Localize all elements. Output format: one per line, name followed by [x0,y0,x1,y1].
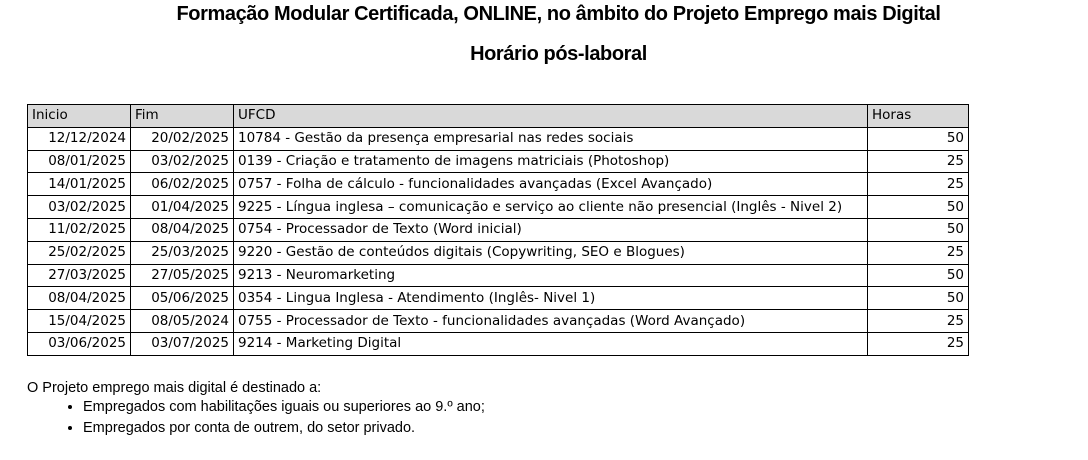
cell-inicio: 25/02/2025 [28,241,131,264]
cell-inicio: 14/01/2025 [28,173,131,196]
cell-horas: 25 [868,241,969,264]
cell-horas: 50 [868,264,969,287]
table-row [28,150,969,173]
cell-fim: 27/05/2025 [131,264,234,287]
cell-fim: 03/02/2025 [131,150,234,173]
cell-horas: 25 [868,150,969,173]
table-row [28,196,969,219]
cell-inicio: 27/03/2025 [28,264,131,287]
table-row [28,287,969,310]
eligibility-info [27,380,485,440]
table-row [28,332,969,355]
cell-horas: 25 [868,332,969,355]
table-row [28,264,969,287]
cell-inicio: 03/06/2025 [28,332,131,355]
cell-fim: 25/03/2025 [131,241,234,264]
eligibility-item: • Empregados com habilitações iguais ou superiores ao 9.º ano; [83,398,485,417]
cell-inicio: 11/02/2025 [28,218,131,241]
cell-inicio: 08/01/2025 [28,150,131,173]
cell-horas: 25 [868,310,969,333]
cell-ufcd: 0755 - Processador de Texto - funcionalidades avançadas (Word Avançado) [234,310,868,333]
cell-ufcd: 0354 - Lingua Inglesa - Atendimento (Inglês- Nivel 1) [234,287,868,310]
cell-horas: 50 [868,287,969,310]
cell-horas: 50 [868,127,969,150]
document-title: Formação Modular Certificada, ONLINE, no âmbito do Projeto Emprego mais Digital [176,3,941,25]
cell-fim: 08/04/2025 [131,218,234,241]
cell-inicio: 15/04/2025 [28,310,131,333]
cell-ufcd: 9220 - Gestão de conteúdos digitais (Copywriting, SEO e Blogues) [234,241,868,264]
column-header-fim: Fim [131,105,234,128]
eligibility-item: • Empregados por conta de outrem, do setor privado. [83,419,485,438]
column-header-inicio: Inicio [28,105,131,128]
cell-ufcd: 9213 - Neuromarketing [234,264,868,287]
table-row [28,218,969,241]
cell-horas: 50 [868,196,969,219]
cell-inicio: 03/02/2025 [28,196,131,219]
cell-ufcd: 0757 - Folha de cálculo - funcionalidades avançadas (Excel Avançado) [234,173,868,196]
cell-inicio: 12/12/2024 [28,127,131,150]
table-row [28,127,969,150]
cell-ufcd: 9225 - Língua inglesa – comunicação e serviço ao cliente não presencial (Inglês - Nivel 2) [234,196,868,219]
cell-ufcd: 0754 - Processador de Texto (Word inicial) [234,218,868,241]
eligibility-list [27,398,485,438]
cell-fim: 08/05/2024 [131,310,234,333]
cell-ufcd: 9214 - Marketing Digital [234,332,868,355]
cell-fim: 01/04/2025 [131,196,234,219]
cell-fim: 06/02/2025 [131,173,234,196]
table-header-row [28,105,969,128]
cell-horas: 50 [868,218,969,241]
table-row [28,241,969,264]
column-header-horas: Horas [868,105,969,128]
cell-horas: 25 [868,173,969,196]
table-row [28,173,969,196]
cell-fim: 03/07/2025 [131,332,234,355]
eligibility-intro: O Projeto emprego mais digital é destinado a: [27,380,322,396]
cell-inicio: 08/04/2025 [28,287,131,310]
cell-fim: 20/02/2025 [131,127,234,150]
table-row [28,310,969,333]
cell-fim: 05/06/2025 [131,287,234,310]
document-subtitle: Horário pós-laboral [470,43,647,65]
cell-ufcd: 0139 - Criação e tratamento de imagens matriciais (Photoshop) [234,150,868,173]
cell-ufcd: 10784 - Gestão da presença empresarial nas redes sociais [234,127,868,150]
column-header-ufcd: UFCD [234,105,868,128]
schedule-table [27,104,969,356]
